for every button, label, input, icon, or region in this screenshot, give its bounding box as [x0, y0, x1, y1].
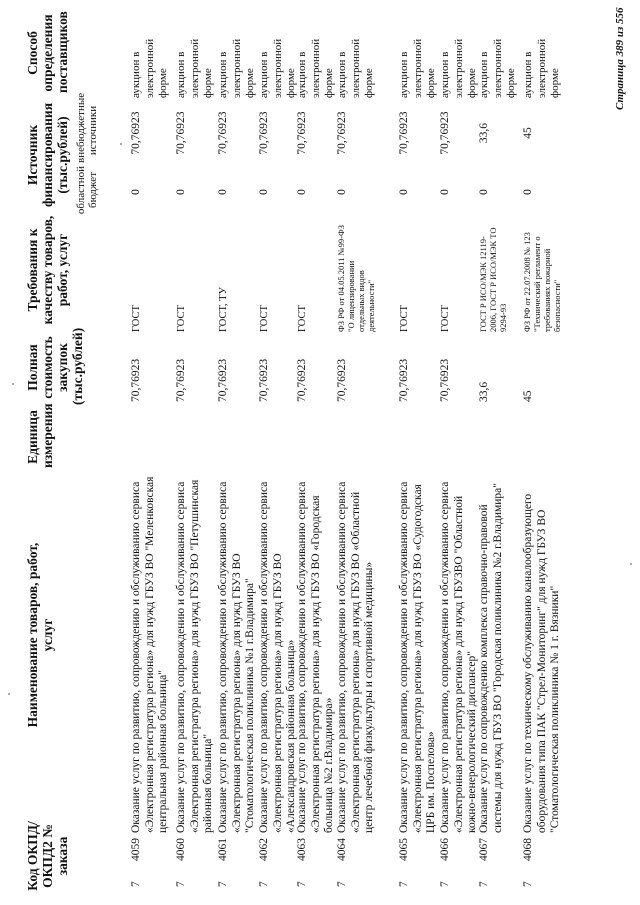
row-number: 4061	[217, 838, 229, 861]
row-code: 7	[217, 881, 229, 887]
header-method: Способ определения поставщиков	[25, 11, 70, 93]
row-requirements: ГОСТ	[259, 305, 270, 332]
scan-speck	[630, 563, 632, 565]
row-cost: 70,76923	[130, 358, 142, 402]
row-extra: 70,76923	[398, 111, 410, 155]
row-number: 4068	[522, 838, 534, 861]
row-method: аукцион в электронной форме	[522, 38, 561, 98]
row-requirements: ГОСТ	[131, 305, 142, 332]
row-code: 7	[130, 881, 142, 887]
row-code: 7	[398, 881, 410, 887]
row-method: аукцион в электронной форме	[217, 38, 256, 98]
row-name: Оказание услуг по развитию, сопровождению и обслуживанию сервиса «Электронная регистратура региона» для нужд ГБУЗ ВО «Судогодская ЦРБ им. Поспелова»	[398, 481, 437, 833]
header-name: Наименование товаров, работ, услуг	[25, 542, 55, 728]
row-requirements: ГОСТ	[297, 305, 308, 332]
row-number: 4062	[258, 838, 270, 861]
row-name: Оказание услуг по развитию, сопровождению и обслуживанию сервиса «Электронная регистратура региона» для нужд ГБУЗ ВО "Меленковская центральная районная больница"	[130, 476, 169, 833]
row-cost: 70,76923	[336, 358, 348, 402]
row-name: Оказание услуг по развитию, сопровождению и обслуживанию сервиса «Электронная регистратура региона» для нужд ГБУЗ ВО "Стоматологическая поликлиника №1 г.Владимира"	[217, 481, 256, 833]
row-number: 4065	[398, 838, 410, 861]
header-unit: Единица измерения	[25, 403, 55, 468]
header-requirements: Требования к качеству товаров, работ, услуг	[25, 215, 70, 325]
row-cost: 70,76923	[296, 358, 308, 402]
row-code: 7	[439, 881, 451, 887]
header-financing: Источник финансирования (тыс.рублей)	[25, 102, 70, 208]
row-extra: 70,76923	[336, 111, 348, 155]
row-requirements: ГОСТ, ТУ	[218, 287, 229, 332]
row-extra: 33,6	[478, 122, 490, 144]
row-name: Оказание услуг по развитию, сопровождению и обслуживанию сервиса «Электронная регистратура региона» для нужд ГБУЗВО "Областной кожно-венерологический диспансер"	[439, 481, 478, 833]
row-extra: 45	[522, 127, 534, 139]
row-name: Оказание услуг по развитию, сопровождению и обслуживанию сервиса «Электронная регистратура региона» для нужд ГБУЗ ВО «Городская больница №2 г.Владимира»	[296, 481, 335, 833]
row-number: 4067	[478, 838, 490, 861]
row-number: 4059	[130, 838, 142, 861]
row-number: 4064	[336, 838, 348, 861]
scan-speck	[120, 143, 122, 145]
row-budget: 0	[478, 189, 490, 195]
header-cost: Полная стоимость закупок (тыс.рублей)	[25, 327, 85, 405]
scan-speck	[8, 693, 10, 695]
header-fin-budget: областной бюджет	[75, 165, 99, 215]
row-extra: 70,76923	[175, 111, 187, 155]
row-extra: 70,76923	[130, 111, 142, 155]
row-number: 4060	[175, 838, 187, 861]
row-method: аукцион в электронной форме	[296, 38, 335, 98]
row-name: Оказание услуг по техническому обслуживанию каналообразующего оборудования типа ПАК "Стрел-Мониторинг" для нужд ГБУЗ ВО "Стоматологическая поликлиника № 1 г. Вязники"	[522, 493, 561, 833]
row-cost: 70,76923	[258, 358, 270, 402]
row-extra: 70,76923	[217, 111, 229, 155]
row-extra: 70,76923	[258, 111, 270, 155]
row-budget: 0	[398, 189, 410, 195]
row-budget: 0	[336, 189, 348, 195]
row-method: аукцион в электронной форме	[130, 38, 169, 98]
page-footer: Страница 389 из 556	[614, 7, 626, 110]
row-requirements: ФЗ РФ от 04.05.2011 №99-ФЗ "О лицензировании отдельных видов деятельности"	[336, 225, 376, 332]
row-method: аукцион в электронной форме	[478, 38, 517, 98]
row-name: Оказание услуг по развитию, сопровождению и обслуживанию сервиса «Электронная регистратура региона» для нужд ГБУЗ ВО «Александровская районная больница»	[258, 481, 297, 833]
row-code: 7	[522, 881, 534, 887]
row-budget: 0	[258, 189, 270, 195]
row-budget: 0	[130, 189, 142, 195]
row-method: аукцион в электронной форме	[398, 38, 437, 98]
row-budget: 0	[296, 189, 308, 195]
row-extra: 70,76923	[439, 111, 451, 155]
row-name: Оказание услуг по развитию, сопровождению и обслуживанию сервиса «Электронная регистратура региона» для нужд ГБУЗ ВО «Областной центр лечебной физкультуры и спортивной медицины»	[336, 481, 375, 833]
row-code: 7	[336, 881, 348, 887]
row-budget: 0	[175, 189, 187, 195]
row-cost: 33,6	[478, 381, 490, 402]
row-number: 4063	[296, 838, 308, 861]
row-code: 7	[478, 881, 490, 887]
row-name: Оказание услуг по сопровождению комплекса справочно-правовой системы для нужд ГБУЗ ВО "Городская поликлиника №2 г.Владимира"	[478, 483, 504, 833]
row-cost: 70,76923	[398, 358, 410, 402]
row-budget: 0	[217, 189, 229, 195]
row-cost: 70,76923	[217, 358, 229, 402]
row-code: 7	[175, 881, 187, 887]
row-cost: 70,76923	[439, 358, 451, 402]
row-name: Оказание услуг по развитию, сопровождению и обслуживанию сервиса «Электронная регистратура региона» для нужд ГБУЗ ВО "Петушинская районная больница"	[175, 479, 214, 833]
scan-speck	[12, 383, 14, 385]
row-requirements: ГОСТ	[440, 305, 451, 332]
row-requirements: ГОСТ Р ИСО/МЭК 12119-2006, ГОСТ Р ИСО/МЭК ТО 9294-93	[478, 227, 508, 332]
row-extra: 70,76923	[296, 111, 308, 155]
row-method: аукцион в электронной форме	[439, 38, 478, 98]
row-budget: 0	[439, 189, 451, 195]
row-cost: 45	[522, 390, 534, 402]
row-code: 7	[296, 881, 308, 887]
row-budget: 0	[522, 189, 534, 195]
row-requirements: ГОСТ	[176, 305, 187, 332]
row-requirements: ФЗ РФ от 22.07.2008 № 123 "Технический регламент о требованиях пожарной безопасности"	[522, 232, 562, 332]
row-number: 4066	[439, 838, 451, 861]
header-code: Код ОКПД/ ОКПД2 № заказа	[25, 821, 70, 891]
row-method: аукцион в электронной форме	[175, 38, 214, 98]
row-method: аукцион в электронной форме	[258, 38, 297, 98]
row-method: аукцион в электронной форме	[336, 38, 375, 98]
row-requirements: ГОСТ	[399, 305, 410, 332]
row-cost: 70,76923	[175, 358, 187, 402]
header-fin-extra: внебюджетные источники	[75, 92, 99, 163]
row-code: 7	[258, 881, 270, 887]
